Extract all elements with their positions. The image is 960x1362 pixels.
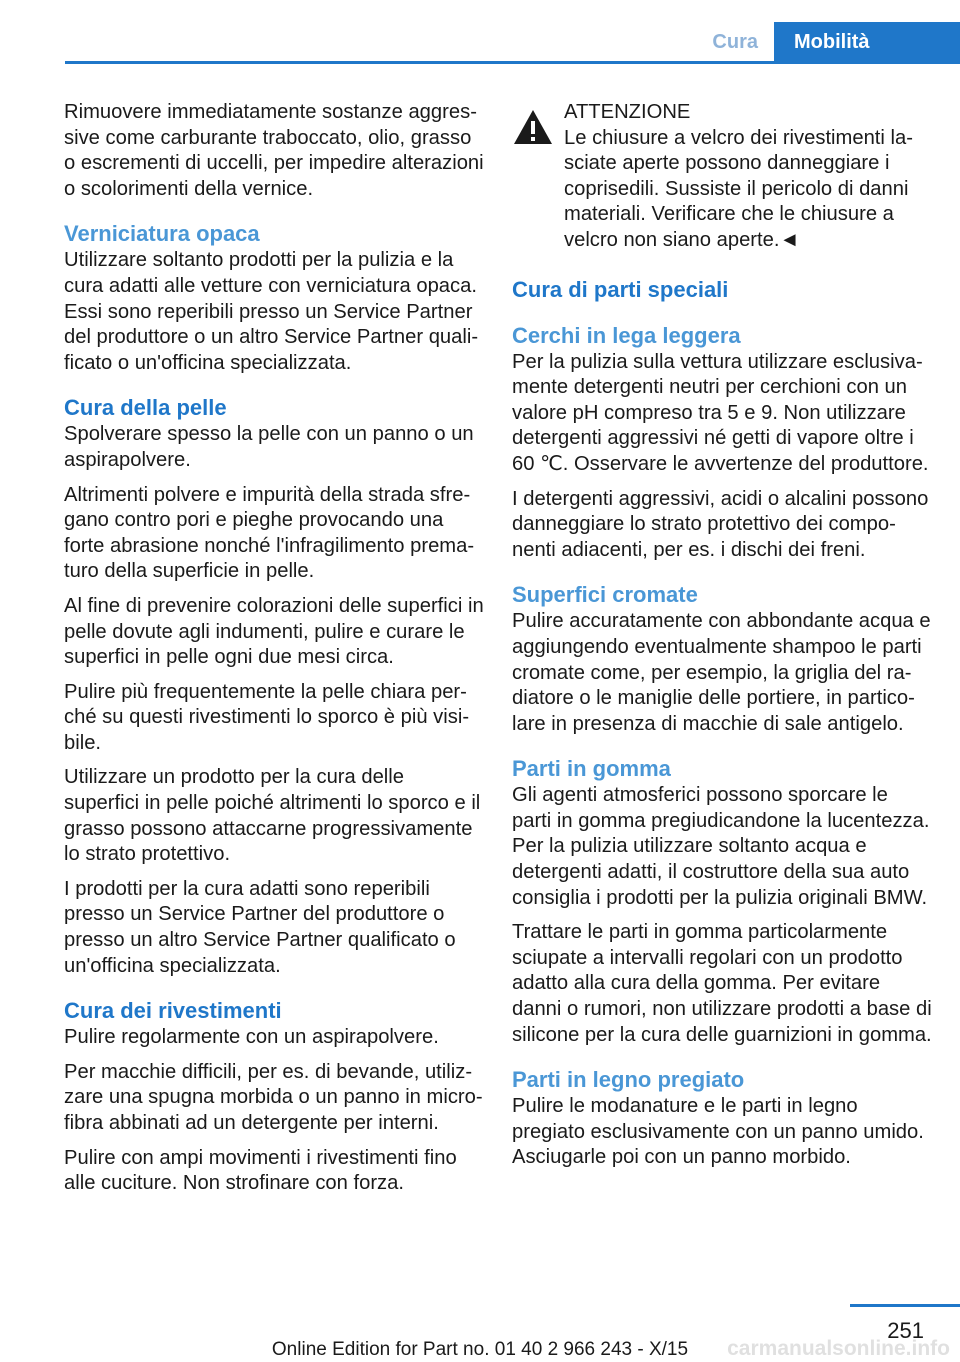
paragraph-cromate: Pulire accuratamente con abbondante acqua e aggiungendo eventualmente shampoo le parti cromate come, per esempio, la griglia del radiatore o le maniglie delle portiere, in particolare in presenza di macchie di sale antigelo.: [512, 610, 931, 735]
tab-mobilita[interactable]: Mobilità: [774, 22, 960, 62]
warning-text: Le chiusure a velcro dei rivestimenti lasciate aperte possono danneggiare i coprisedili. Sussiste il pericolo di danni materiali. Verificare che le chiusure a velcro non siano aperte.◄: [564, 126, 913, 251]
paragraph-pelle-5: Utilizzare un prodotto per la cura delle superfici in pelle poiché altrimenti lo sporco e il grasso possono attaccarne progressivamente lo strato protettivo.: [64, 766, 481, 866]
edition-text: Online Edition for Part no. 01 40 2 966 243 - X/15: [271, 1339, 689, 1360]
page-number: 251: [887, 1318, 924, 1343]
heading-superfici-cromate: Superfici cromate: [512, 582, 698, 608]
header-divider: [65, 61, 960, 64]
paragraph-cerchi-1: Per la pulizia sulla vettura utilizzare esclusivamente detergenti neutri per cerchioni con un valore pH compreso tra 5 e 9. Non utilizzare detergenti aggressivi né getti di vapore oltre i 60 ℃. Osservare le avvertenze del produttore.: [512, 350, 929, 475]
warning-title: ATTENZIONE: [564, 101, 691, 123]
paragraph-pelle-2: Altrimenti polvere e impurità della strada sfregano contro pori e pieghe provocando una forte abrasione nonché l'infragilimento prematuro della superficie in pelle.: [64, 483, 475, 583]
heading-parti-gomma: Parti in gomma: [512, 756, 671, 782]
watermark: carmanualsonline.info: [727, 1337, 950, 1360]
heading-cura-rivestimenti: Cura dei rivestimenti: [64, 998, 282, 1024]
heading-parti-legno: Parti in legno pregiato: [512, 1067, 745, 1093]
paragraph-legno: Pulire le modanature e le parti in legno pregiato esclusivamente con un panno umido. Asciugarle poi con un panno morbido.: [512, 1095, 924, 1169]
left-column: [64, 100, 484, 1206]
heading-cura-pelle: Cura della pelle: [64, 395, 227, 421]
paragraph-rivestimenti-1: Pulire regolarmente con un aspirapolvere.: [64, 1026, 439, 1049]
heading-cura-parti-speciali: Cura di parti speciali: [512, 276, 729, 302]
warning-triangle-icon: [512, 108, 554, 146]
paragraph-verniciatura: Utilizzare soltanto prodotti per la pulizia e la cura adatti alle vetture con verniciatura opaca. Essi sono reperibili presso un Service Partner del produttore o un altro Service Partner qualificato o un'officina specializzata.: [64, 249, 479, 374]
tab-cura[interactable]: Cura: [692, 22, 774, 62]
intro-paragraph: Rimuovere immediatamente sostanze aggressive come carburante traboccato, olio, grasso o escrementi di uccelli, per impedire alterazioni o scolorimenti della vernice.: [64, 101, 484, 200]
paragraph-rivestimenti-3: Pulire con ampi movimenti i rivestimenti fino alle cuciture. Non strofinare con forza.: [64, 1146, 457, 1195]
heading-cerchi-lega: Cerchi in lega leggera: [512, 322, 741, 348]
paragraph-gomma-2: Trattare le parti in gomma particolarmente sciupate a intervalli regolari con un prodotto adatto alla cura della gomma. Per evitare danni o rumori, non utilizzare prodotti a base di silicone per la cura delle guarnizioni in gomma.: [512, 921, 932, 1046]
paragraph-pelle-6: I prodotti per la cura adatti sono reperibili presso un Service Partner del produttore o presso un altro Service Partner qualificato o un'officina specializzata.: [64, 877, 456, 977]
paragraph-pelle-3: Al fine di prevenire colorazioni delle superfici in pelle dovute agli indumenti, pulire e curare le superfici in pelle ogni due mesi circa.: [64, 594, 484, 669]
paragraph-cerchi-2: I detergenti aggressivi, acidi o alcalini possono danneggiare lo strato protettivo dei componenti adiacenti, per es. i dischi dei freni.: [512, 487, 929, 561]
paragraph-gomma-1: Gli agenti atmosferici possono sporcare le parti in gomma pregiudicandone la lucentezza. Per la pulizia utilizzare soltanto acqua e detergenti adatti, il costruttore della sua auto consiglia i prodotti per la pulizia originali BMW.: [512, 784, 930, 909]
paragraph-rivestimenti-2: Per macchie difficili, per es. di bevande, utilizzare una spugna morbida o un panno in microfibra abbinati ad un detergente per interni.: [64, 1060, 483, 1134]
warning-box: [512, 100, 932, 254]
header-tabs: [692, 22, 960, 62]
paragraph-pelle-1: Spolverare spesso la pelle con un panno o un aspirapolvere.: [64, 423, 474, 471]
paragraph-pelle-4: Pulire più frequentemente la pelle chiara perché su questi rivestimenti lo sporco è più visibile.: [64, 680, 470, 754]
footer-divider: [850, 1304, 960, 1307]
heading-verniciatura-opaca: Verniciatura opaca: [64, 221, 260, 247]
right-column: [512, 100, 932, 1180]
